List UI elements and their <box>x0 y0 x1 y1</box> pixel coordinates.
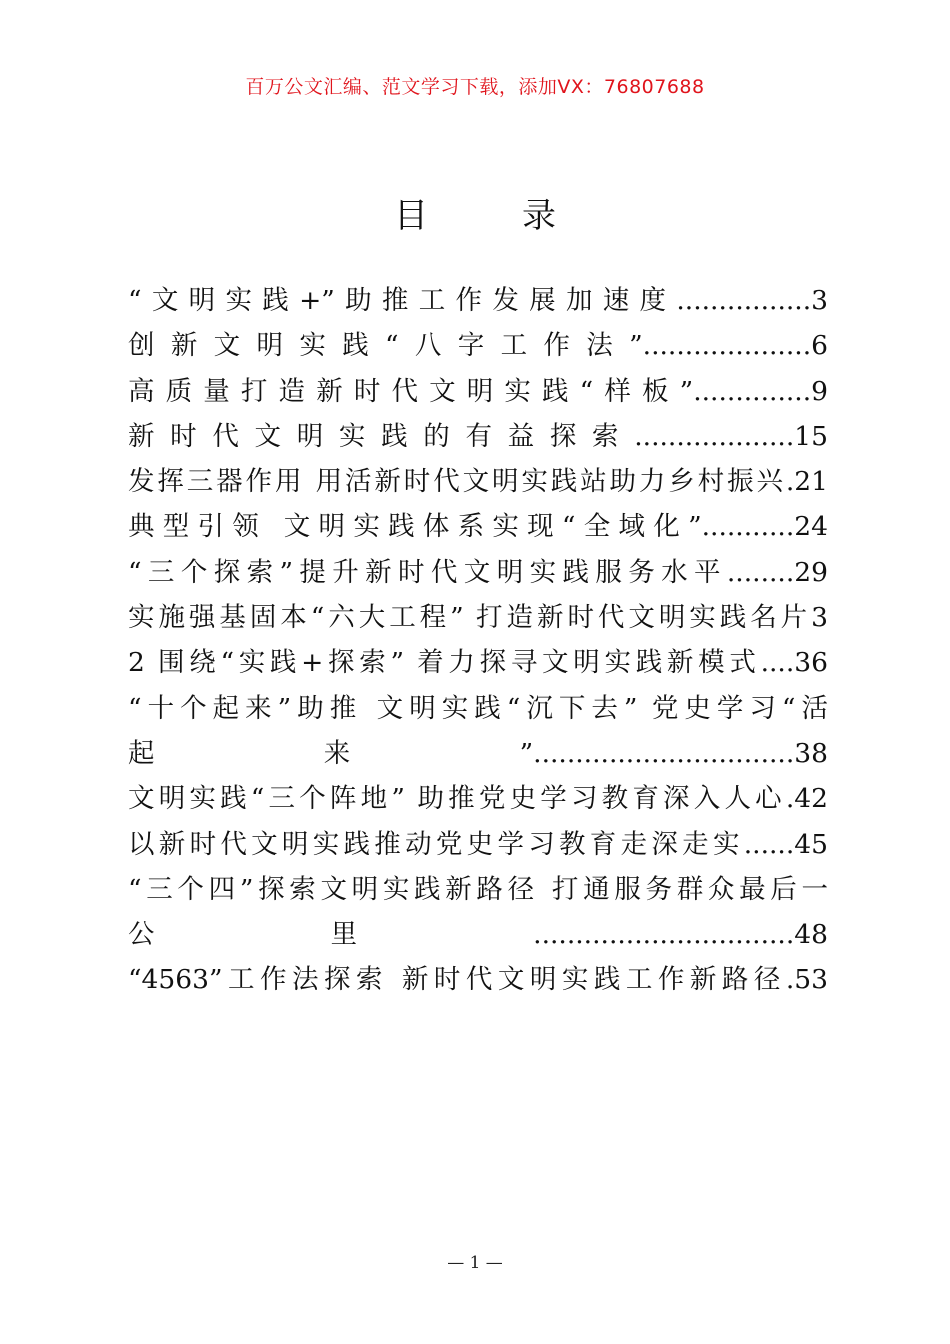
promo-header: 百万公文汇编、范文学习下载，添加VX：76807688 <box>245 76 705 98</box>
toc-entry[interactable]: “三个四”探索文明实践新路径 打通服务群众最后一 <box>128 873 828 905</box>
toc-entry[interactable]: 以新时代文明实践推动党史学习教育走深走实......45 <box>128 828 828 860</box>
toc-entry[interactable]: 新时代文明实践的有益探索...................15 <box>128 420 828 452</box>
toc-entry[interactable]: 公里...............................48 <box>128 919 828 951</box>
toc-entry[interactable]: 实施强基固本“六大工程” 打造新时代文明实践名片3 <box>128 602 828 634</box>
toc-entry[interactable]: 发挥三器作用 用活新时代文明实践站助力乡村振兴.21 <box>128 466 828 498</box>
page-title: 目 录 <box>394 196 586 236</box>
toc-entry[interactable]: 2 围绕“实践+探索” 着力探寻文明实践新模式....36 <box>128 647 828 679</box>
toc-entry[interactable]: “十个起来”助推 文明实践“沉下去” 党史学习“活 <box>128 692 828 724</box>
toc-entry[interactable]: 起来”...............................38 <box>128 737 828 769</box>
toc-entry[interactable]: 创新文明实践“八字工作法”....................6 <box>128 330 828 362</box>
toc-entry[interactable]: 文明实践“三个阵地” 助推党史学习教育深入人心.42 <box>128 783 828 815</box>
toc-entry[interactable]: “4563”工作法探索 新时代文明实践工作新路径.53 <box>128 964 828 996</box>
table-of-contents <box>128 278 828 1003</box>
toc-entry[interactable]: “文明实践+”助推工作发展加速度................3 <box>128 285 828 316</box>
toc-entry[interactable]: “三个探索”提升新时代文明实践服务水平........29 <box>128 556 828 588</box>
toc-entry[interactable]: 高质量打造新时代文明实践“样板”..............9 <box>128 375 828 407</box>
toc-entry[interactable]: 典型引领 文明实践体系实现“全域化”...........24 <box>128 511 828 543</box>
page-number: — 1 — <box>447 1253 503 1273</box>
